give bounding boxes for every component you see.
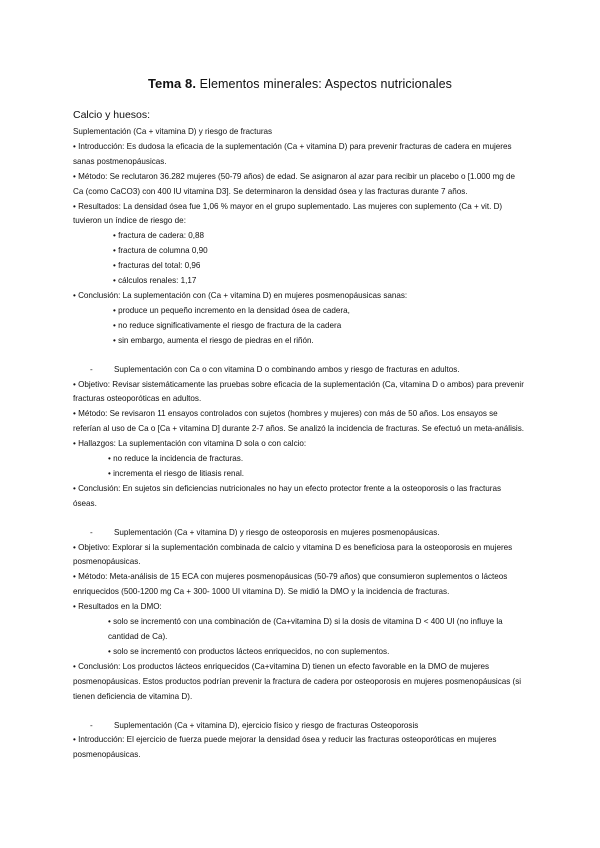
section-heading: - Suplementación (Ca + vitamina D), ejercicio físico y riesgo de fracturas Osteoporosis [90,720,419,730]
document-body [73,108,525,763]
paragraph: • Objetivo: Explorar si la suplementación combinada de calcio y vitamina D es beneficiosa para la osteoporosis en mujeres posmenopáusicas. [73,542,513,567]
paragraph: • Conclusión: Los productos lácteos enriquecidos (Ca+vitamina D) tienen un efecto favorable en la DMO de mujeres posmenopáusicas. Estos productos podrían prevenir la fractura de cadera por osteoporosis en mujeres posmenopáusicas (si tienen deficiencia de vitamina D). [73,661,522,701]
paragraph: • Conclusión: En sujetos sin deficiencias nutricionales no hay un efecto protector frente a la osteoporosis o las fracturas óseas. [73,483,501,508]
subheading: Suplementación (Ca + vitamina D) y riesgo de fracturas [73,127,273,136]
paragraph: • Introducción: Es dudosa la eficacia de la suplementación (Ca + vitamina D) para prevenir fracturas de cadera en mujeres sanas postmenopáusicas. [73,141,512,166]
paragraph: • Objetivo: Revisar sistemáticamente las pruebas sobre eficacia de la suplementación (Ca, vitamina D o ambos) para prevenir fracturas osteoporóticas en adultos. [73,379,524,404]
section-heading: Calcio y huesos: [73,109,151,121]
paragraph: • Resultados en la DMO: [73,602,162,612]
list-item: • solo se incrementó con productos lácteos enriquecidos, no con suplementos. [108,646,390,656]
list-item: • solo se incrementó con una combinación de (Ca+vitamina D) si la dosis de vitamina D < 400 UI (no influye la cantidad de Ca). [108,617,503,641]
paragraph: • Hallazgos: La suplementación con vitamina D sola o con calcio: [73,439,307,449]
paragraph: • Método: Se revisaron 11 ensayos controlados con sujetos (hombres y mujeres) con más de 50 años. Los ensayos se referían al uso de Ca o [Ca + vitamina D] durante 2-7 años. Se analizó la incidencia de fracturas. Se efectuó un meta-análisis. [73,409,525,434]
section-heading: - Suplementación con Ca o con vitamina D o combinando ambos y riesgo de fracturas en adultos. [90,364,460,374]
list-item: • incrementa el riesgo de litiasis renal. [108,468,244,478]
title-text: Elementos minerales: Aspectos nutricionales [196,77,453,91]
list-item: • fractura de cadera: 0,88 [113,231,205,241]
paragraph: • Método: Se reclutaron 36.282 mujeres (50-79 años) de edad. Se asignaron al azar para recibir un placebo o [1.000 mg de Ca (como CaCO3) con 400 IU vitamina D3]. Se determinaron la densidad ósea y las fracturas durante 7 años. [73,171,515,196]
paragraph: • Resultados: La densidad ósea fue 1,06 % mayor en el grupo suplementado. Las mujeres con suplemento (Ca + vit. D) tuvieron un índice de riesgo de: [73,201,503,226]
list-item: • sin embargo, aumenta el riesgo de piedras en el riñón. [113,335,314,345]
section-heading: - Suplementación (Ca + vitamina D) y riesgo de osteoporosis en mujeres posmenopáusicas. [90,527,440,537]
title-number: Tema 8. [147,76,197,91]
list-item: • no reduce significativamente el riesgo de fractura de la cadera [113,320,342,330]
list-item: • fractura de columna 0,90 [113,246,208,256]
list-item: • cálculos renales: 1,17 [113,276,197,286]
paragraph: • Método: Meta-análisis de 15 ECA con mujeres posmenopáusicas (50-79 años) que consumieron suplementos o lácteos enriquecidos (500-1200 mg Ca + 300- 1000 UI vitamina D). Se midió la DMO y la incidencia de fracturas. [73,572,508,597]
page-title [0,76,600,91]
paragraph: • Introducción: El ejercicio de fuerza puede mejorar la densidad ósea y reducir las fracturas osteoporóticas en mujeres posmenopáusicas. [73,735,497,760]
list-item: • fracturas del total: 0,96 [113,261,201,271]
paragraph: • Conclusión: La suplementación con (Ca + vitamina D) en mujeres posmenopáusicas sanas: [73,290,408,300]
list-item: • no reduce la incidencia de fracturas. [108,454,244,464]
list-item: • produce un pequeño incremento en la densidad ósea de cadera, [113,305,350,315]
